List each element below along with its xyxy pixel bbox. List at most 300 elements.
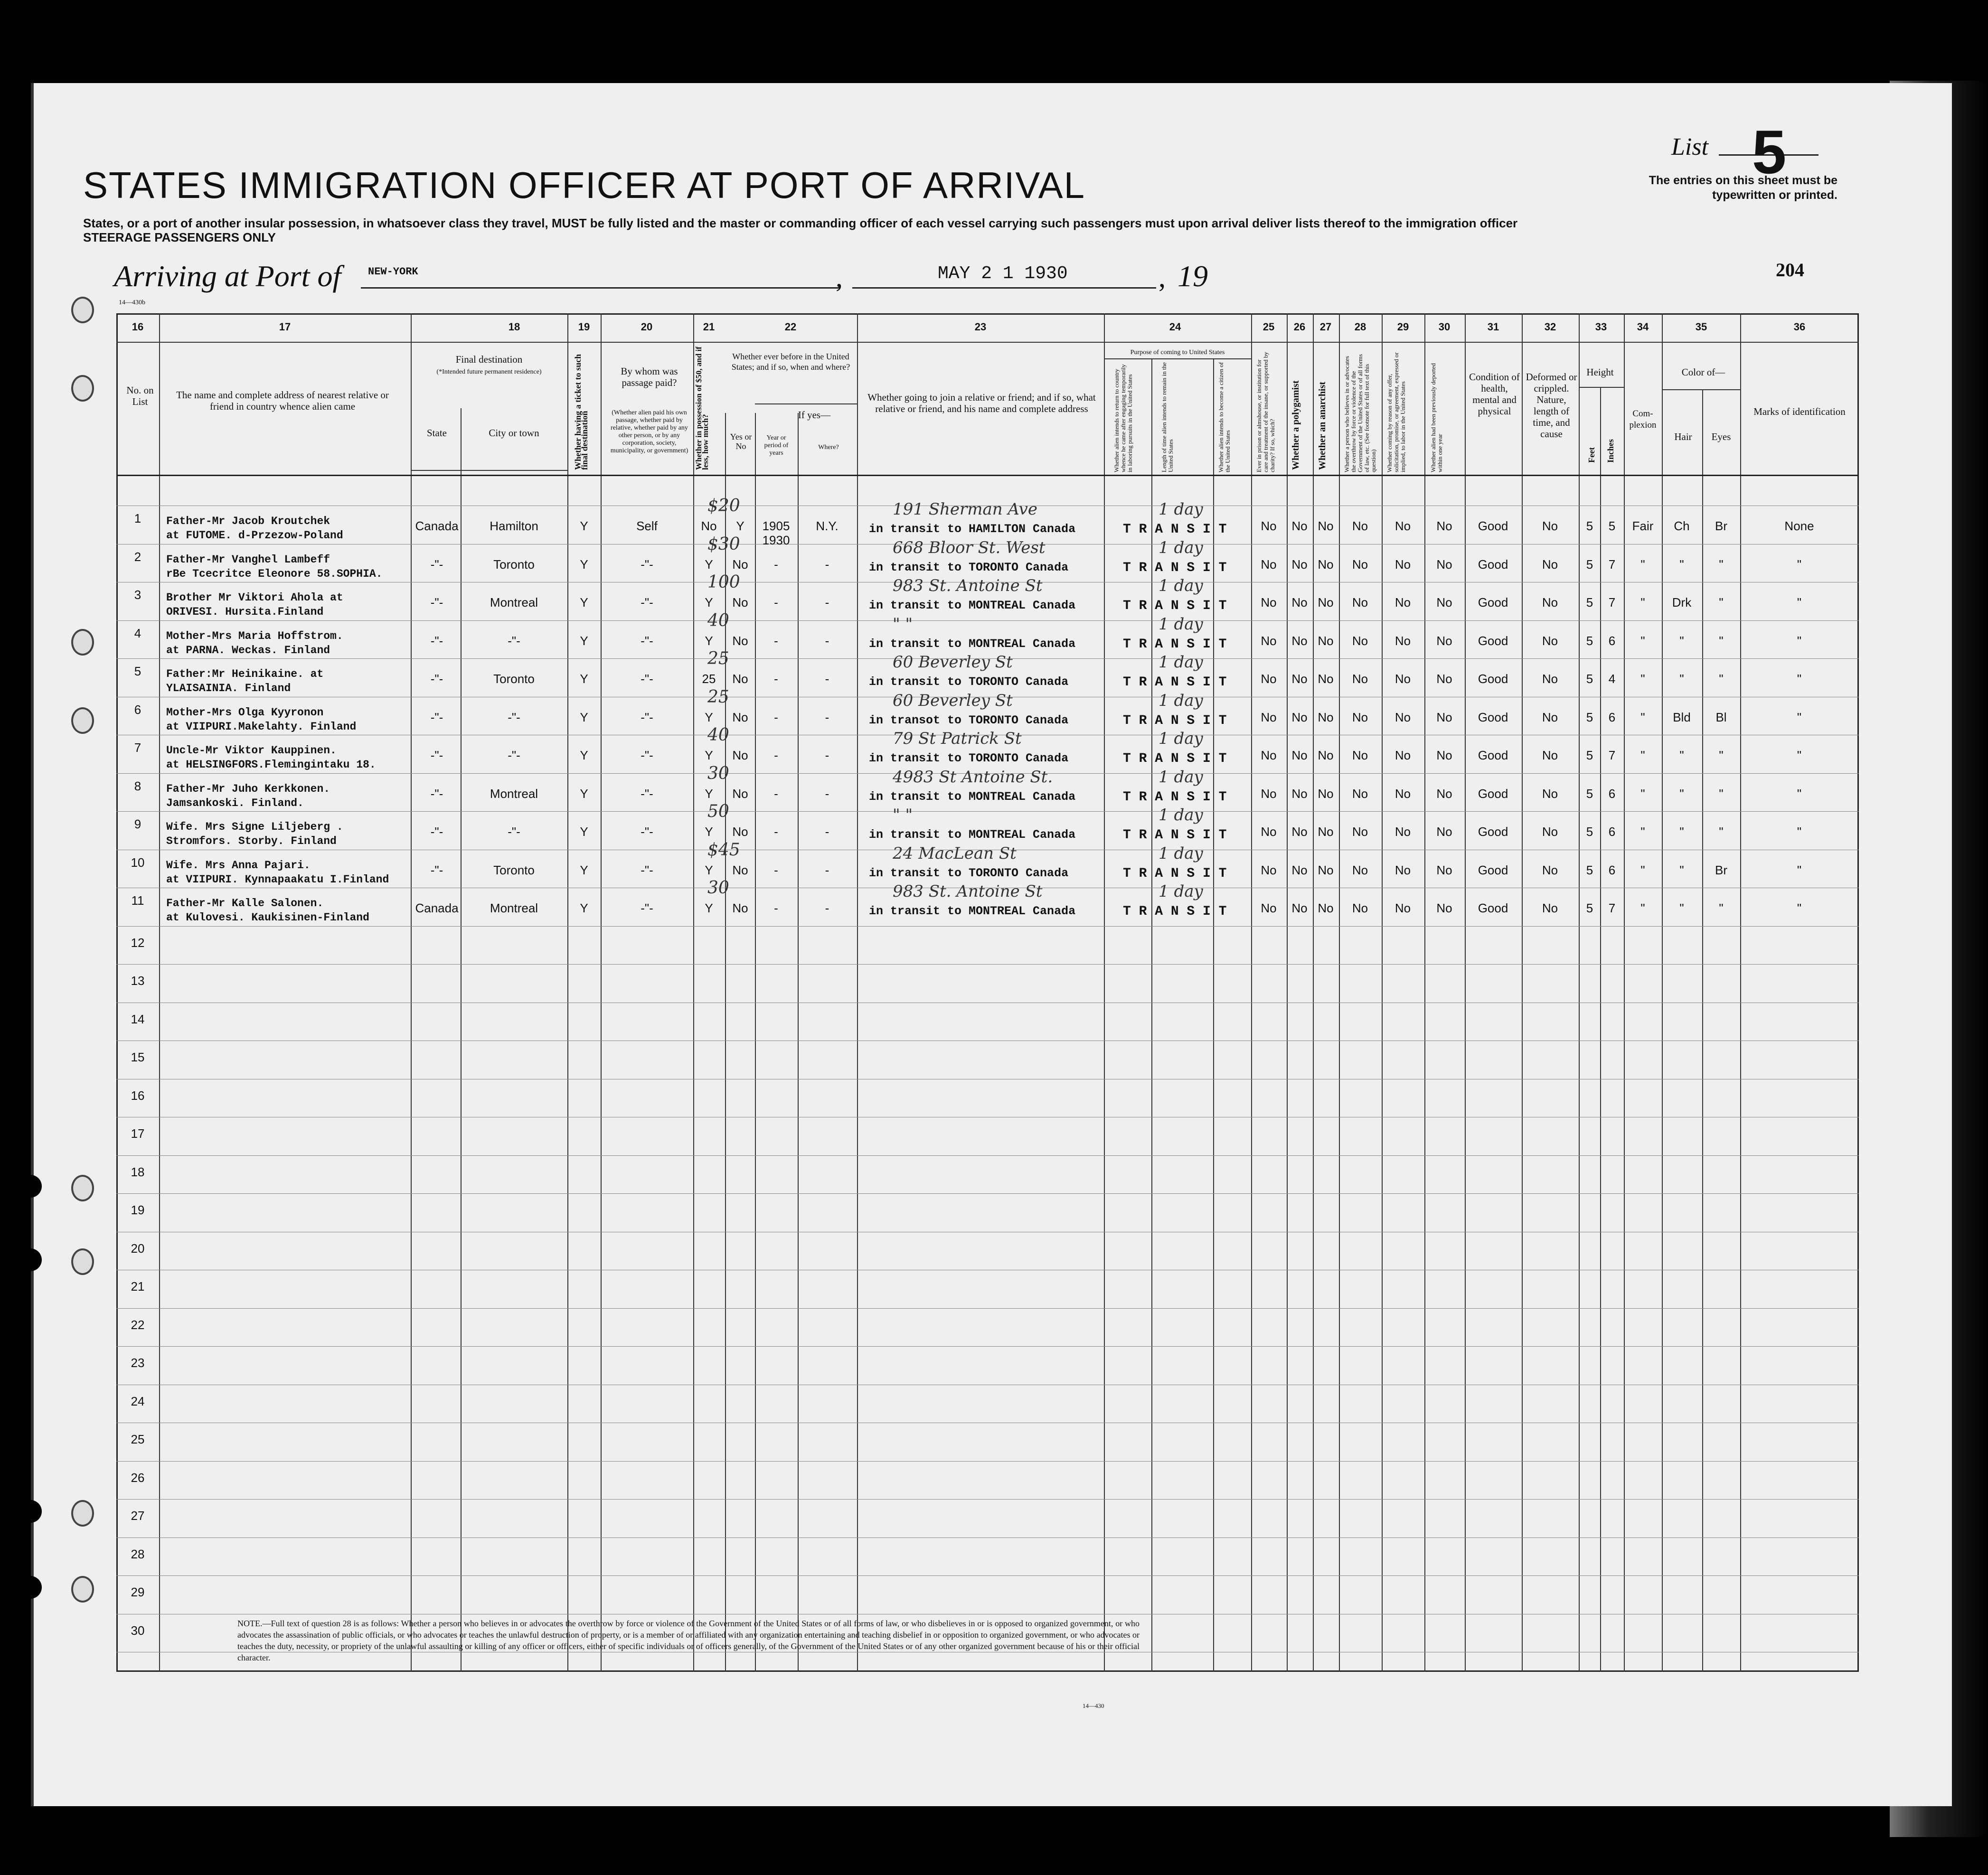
row-number: 19	[131, 1203, 145, 1217]
handwritten-time: 1 day	[1159, 806, 1203, 825]
col-header-complexion: Com-plexion	[1629, 409, 1657, 430]
cell-q26: No	[1291, 557, 1308, 572]
cell-inches: 7	[1608, 557, 1616, 572]
header-subtitle-steerage: STEERAGE PASSENGERS ONLY	[83, 230, 276, 244]
row-divider	[116, 811, 1859, 812]
col-header-q29: Whether coming by reason of any offer, solicitation, promise, or agreement, expressed or implied, to labor in the United States	[1386, 352, 1406, 472]
cell-money: Y	[705, 901, 713, 915]
comma: ,	[836, 262, 843, 293]
col-header-deformed: Deformed or crippled. Nature, length of time, and cause	[1526, 371, 1577, 440]
col-header-yes-no: Yes or No	[730, 432, 752, 451]
cell-city: Montreal	[490, 901, 538, 915]
column-divider	[1287, 313, 1288, 1672]
handwritten-time: 1 day	[1159, 538, 1203, 557]
col-header-purpose-length: Length of time alien intends to remain in the United States	[1160, 362, 1174, 472]
cell-paid: -"-	[641, 634, 653, 648]
cell-hair: "	[1679, 901, 1684, 915]
handwritten-time: 1 day	[1159, 691, 1203, 710]
cell-q30: No	[1436, 595, 1452, 609]
col-header-q30: Whether alien had been previously deported within one year	[1430, 363, 1443, 472]
cell-q28: No	[1352, 672, 1368, 686]
column-divider	[1424, 313, 1425, 1672]
punch-hole	[19, 1248, 42, 1271]
row-number: 10	[131, 855, 145, 870]
cell-where: -	[825, 787, 829, 801]
col-header-anarchist: Whether an anarchist	[1317, 382, 1328, 470]
cell-deformed: No	[1542, 748, 1558, 762]
cell-years: -	[774, 787, 778, 801]
relative-address: rBe Tcecritce Eleonore 58.SOPHIA.	[166, 568, 383, 580]
relative-name: Uncle-Mr Viktor Kauppinen.	[166, 744, 337, 757]
col-header-relative: The name and complete address of nearest relative or friend in country whence alien came	[176, 389, 389, 412]
cell-q28: No	[1352, 634, 1368, 648]
cell-city: -"-	[508, 710, 520, 724]
column-number: 26	[1293, 321, 1306, 333]
cell-feet: 5	[1586, 519, 1593, 533]
row-number: 3	[134, 588, 141, 602]
cell-marks: "	[1797, 634, 1802, 648]
binding-ring	[71, 707, 94, 734]
column-number: 21	[703, 321, 715, 333]
row-divider	[116, 1346, 1859, 1347]
relative-name: Brother Mr Viktori Ahola at	[166, 591, 343, 604]
cell-money: No	[701, 519, 717, 533]
relative-name: Mother-Mrs Olga Kyyronon	[166, 706, 324, 719]
cell-q27: No	[1318, 634, 1334, 648]
col-header-no-on-list: No. on List	[126, 384, 154, 407]
cell-q25: No	[1261, 863, 1277, 877]
cell-q27: No	[1318, 672, 1334, 686]
relative-name: Wife. Mrs Anna Pajari.	[166, 859, 311, 872]
cell-q27: No	[1318, 595, 1334, 609]
cell-ticket: Y	[580, 787, 588, 801]
col-header-if-yes: If yes—	[798, 409, 831, 421]
row-number: 6	[134, 703, 141, 717]
row-number: 9	[134, 817, 141, 831]
handwritten-money: $20	[707, 496, 740, 516]
arrival-date: MAY 2 1 1930	[938, 263, 1068, 284]
cell-q27: No	[1318, 863, 1334, 877]
cell-yn: No	[732, 672, 748, 686]
cell-complexion: "	[1640, 557, 1645, 572]
cell-ticket: Y	[580, 595, 588, 609]
cell-q25: No	[1261, 519, 1277, 533]
cell-q29: No	[1394, 787, 1411, 801]
cell-transit: T R A N S I T	[1123, 637, 1227, 652]
cell-money: Y	[705, 634, 713, 648]
cell-money: Y	[705, 557, 713, 572]
handwritten-money: $45	[707, 840, 740, 860]
cell-state: -"-	[430, 557, 443, 572]
cell-q28: No	[1352, 595, 1368, 609]
column-number: 27	[1319, 321, 1332, 333]
cell-q26: No	[1291, 595, 1308, 609]
cell-city: -"-	[508, 748, 520, 762]
column-divider	[857, 313, 858, 1672]
cell-q26: No	[1291, 863, 1308, 877]
relative-address: at VIIPURI. Kynnapaakatu I.Finland	[166, 873, 389, 886]
cell-city: -"-	[508, 825, 520, 839]
cell-deformed: No	[1542, 710, 1558, 724]
cell-q26: No	[1291, 519, 1308, 533]
cell-feet: 5	[1586, 748, 1593, 762]
row-number: 17	[131, 1126, 145, 1141]
cell-marks: "	[1797, 672, 1802, 686]
cell-eyes: "	[1719, 748, 1724, 762]
cell-eyes: Br	[1715, 519, 1727, 533]
row-number: 28	[131, 1547, 145, 1561]
cell-eyes: "	[1719, 634, 1724, 648]
relative-address: ORIVESI. Hursita.Finland	[166, 606, 324, 618]
cell-marks: "	[1797, 595, 1802, 609]
row-divider	[116, 1499, 1859, 1500]
cell-yn: No	[732, 863, 748, 877]
cell-deformed: No	[1542, 519, 1558, 533]
col-header-health: Condition of health, mental and physical	[1469, 371, 1520, 417]
handwritten-money: 30	[707, 764, 729, 783]
list-number: 5	[1752, 117, 1787, 187]
cell-ticket: Y	[580, 901, 588, 915]
col-header-year-period: Year or period of years	[764, 434, 789, 457]
cell-city: -"-	[508, 634, 520, 648]
cell-complexion: "	[1640, 901, 1645, 915]
cell-deformed: No	[1542, 672, 1558, 686]
arriving-label: Arriving at Port of	[114, 259, 341, 293]
cell-q29: No	[1394, 710, 1411, 724]
column-divider	[1600, 387, 1601, 1672]
cell-q29: No	[1394, 672, 1411, 686]
cell-feet: 5	[1586, 710, 1593, 724]
cell-join: in transit to MONTREAL Canada	[869, 637, 1076, 651]
cell-feet: 5	[1586, 787, 1593, 801]
cell-city: Toronto	[493, 557, 535, 572]
cell-years: -	[774, 901, 778, 915]
relative-name: Father-Mr Vanghel Lambeff	[166, 553, 330, 566]
row-divider	[116, 926, 1859, 927]
cell-hair: Ch	[1674, 519, 1690, 533]
cell-eyes: Bl	[1715, 710, 1727, 724]
cell-q26: No	[1291, 901, 1308, 915]
handwritten-time: 1 day	[1159, 844, 1203, 863]
cell-inches: 6	[1608, 710, 1616, 724]
handwritten-time: 1 day	[1159, 615, 1203, 634]
cell-deformed: No	[1542, 825, 1558, 839]
cell-q25: No	[1261, 595, 1277, 609]
cell-q27: No	[1318, 710, 1334, 724]
cell-city: Montreal	[490, 787, 538, 801]
handwritten-address: " "	[893, 615, 913, 634]
cell-paid: -"-	[641, 787, 653, 801]
column-number: 16	[132, 321, 144, 333]
cell-q29: No	[1394, 863, 1411, 877]
cell-q25: No	[1261, 825, 1277, 839]
column-divider	[1740, 313, 1741, 1672]
cell-health: Good	[1478, 787, 1508, 801]
row-number: 12	[131, 936, 145, 950]
cell-complexion: "	[1640, 595, 1645, 609]
cell-q25: No	[1261, 901, 1277, 915]
row-number: 23	[131, 1356, 145, 1370]
cell-where: -	[825, 710, 829, 724]
cell-health: Good	[1478, 748, 1508, 762]
cell-q29: No	[1394, 595, 1411, 609]
relative-name: Father-Mr Juho Kerkkonen.	[166, 783, 330, 795]
cell-inches: 7	[1608, 748, 1616, 762]
col-header-inches: Inches	[1606, 439, 1615, 463]
column-number: 36	[1793, 321, 1806, 333]
binding-ring	[71, 1576, 94, 1603]
col-header-money: Whether in possession of $50, and if less, how much?	[694, 347, 710, 470]
column-number: 24	[1169, 321, 1181, 333]
cell-transit: T R A N S I T	[1123, 790, 1227, 805]
cell-city: Toronto	[493, 672, 535, 686]
handwritten-money: 40	[707, 725, 729, 745]
cell-inches: 6	[1608, 825, 1616, 839]
col-header-purpose-return: Whether alien intends to return to country whence he came after engaging temporarily in laboring pursuits in the United States	[1113, 364, 1133, 472]
col-header-height: Height	[1586, 366, 1614, 378]
cell-inches: 5	[1608, 519, 1616, 533]
cell-q29: No	[1394, 901, 1411, 915]
comma: ,	[1159, 262, 1166, 293]
cell-q30: No	[1436, 710, 1452, 724]
cell-city: Toronto	[493, 863, 535, 877]
date-underline	[852, 287, 1156, 289]
row-number: 2	[134, 550, 141, 564]
cell-where: -	[825, 634, 829, 648]
row-number: 16	[131, 1088, 145, 1103]
header-divider	[116, 342, 1859, 343]
col-header-marks: Marks of identification	[1753, 406, 1846, 417]
cell-hair: Bld	[1673, 710, 1691, 724]
cell-deformed: No	[1542, 595, 1558, 609]
column-number: 22	[784, 321, 797, 333]
row-number: 25	[131, 1432, 145, 1446]
row-number: 27	[131, 1509, 145, 1523]
cell-deformed: No	[1542, 634, 1558, 648]
cell-feet: 5	[1586, 557, 1593, 572]
cell-where: -	[825, 557, 829, 572]
column-number: 31	[1487, 321, 1499, 333]
cell-inches: 6	[1608, 787, 1616, 801]
relative-address: at HELSINGFORS.Flemingintaku 18.	[166, 759, 376, 771]
cell-q25: No	[1261, 634, 1277, 648]
cell-complexion: "	[1640, 787, 1645, 801]
cell-ticket: Y	[580, 863, 588, 877]
handwritten-money: 25	[707, 687, 729, 707]
cell-years: -	[774, 748, 778, 762]
handwritten-time: 1 day	[1159, 653, 1203, 672]
relative-name: Wife. Mrs Signe Liljeberg .	[166, 821, 343, 833]
relative-address: at VIIPURI.Makelahty. Finland	[166, 721, 357, 733]
cell-where: -	[825, 748, 829, 762]
cell-transit: T R A N S I T	[1123, 751, 1227, 766]
cell-marks: "	[1797, 710, 1802, 724]
cell-ticket: Y	[580, 634, 588, 648]
cell-transit: T R A N S I T	[1123, 675, 1227, 690]
relative-name: Father-Mr Jacob Kroutchek	[166, 515, 330, 527]
binding-ring	[71, 1500, 94, 1527]
column-divider	[1339, 313, 1340, 1672]
cell-eyes: "	[1719, 595, 1724, 609]
column-divider	[1104, 313, 1105, 1672]
col-header-q28: Whether a person who believes in or advocates the overthrow by force or violence of the Government of the United States or of all forms of law, etc. (See footnote for full text of this question)	[1343, 354, 1377, 472]
page-title: STATES IMMIGRATION OFFICER AT PORT OF ARRIVAL	[83, 164, 1086, 206]
relative-name: Father:Mr Heinikaine. at	[166, 668, 324, 680]
cell-q25: No	[1261, 710, 1277, 724]
column-number: 30	[1438, 321, 1451, 333]
cell-q26: No	[1291, 825, 1308, 839]
cell-hair: "	[1679, 634, 1684, 648]
handwritten-address: 4983 St Antoine St.	[893, 768, 1053, 787]
col-header-purpose: Purpose of coming to United States	[1130, 349, 1225, 356]
cell-health: Good	[1478, 863, 1508, 877]
cell-transit: T R A N S I T	[1123, 561, 1227, 575]
row-number: 18	[131, 1165, 145, 1179]
cell-yn: No	[732, 710, 748, 724]
cell-q30: No	[1436, 825, 1452, 839]
col-header-state: State	[427, 427, 447, 439]
cell-inches: 4	[1608, 672, 1616, 686]
cell-paid: -"-	[641, 557, 653, 572]
col-header-passage-paid: By whom was passage paid?	[621, 366, 678, 388]
relative-address: at Kulovesi. Kaukisinen-Finland	[166, 911, 369, 924]
cell-q28: No	[1352, 557, 1368, 572]
cell-health: Good	[1478, 634, 1508, 648]
column-divider	[1579, 313, 1580, 1672]
cell-q28: No	[1352, 519, 1368, 533]
cell-q26: No	[1291, 672, 1308, 686]
cell-where: N.Y.	[816, 519, 839, 533]
cell-ticket: Y	[580, 710, 588, 724]
cell-years: -	[774, 672, 778, 686]
cell-yn: No	[732, 634, 748, 648]
cell-deformed: No	[1542, 787, 1558, 801]
row-divider	[116, 620, 1859, 621]
col-header-feet: Feet	[1587, 447, 1596, 463]
cell-paid: -"-	[641, 710, 653, 724]
cell-money: Y	[705, 595, 713, 609]
cell-complexion: "	[1640, 672, 1645, 686]
handwritten-time: 1 day	[1159, 768, 1203, 787]
cell-hair: "	[1679, 557, 1684, 572]
column-number: 18	[508, 321, 520, 333]
cell-feet: 5	[1586, 825, 1593, 839]
cell-q30: No	[1436, 748, 1452, 762]
cell-marks: "	[1797, 901, 1802, 915]
cell-inches: 7	[1608, 901, 1616, 915]
row-number: 14	[131, 1012, 145, 1026]
cell-paid: -"-	[641, 595, 653, 609]
row-number: 21	[131, 1279, 145, 1294]
cell-years: -	[774, 710, 778, 724]
cell-health: Good	[1478, 519, 1508, 533]
cell-q30: No	[1436, 787, 1452, 801]
cell-money: Y	[705, 710, 713, 724]
col-header-final-destination-note: (*Intended future permanent residence)	[436, 368, 542, 375]
column-number: 35	[1695, 321, 1707, 333]
column-divider	[1624, 313, 1625, 1672]
column-divider	[1465, 313, 1466, 1672]
cell-q28: No	[1352, 787, 1368, 801]
cell-q25: No	[1261, 672, 1277, 686]
cell-inches: 6	[1608, 863, 1616, 877]
column-divider	[411, 313, 412, 1672]
cell-money: 25	[702, 672, 716, 686]
cell-state: -"-	[430, 787, 443, 801]
cell-hair: Drk	[1672, 595, 1692, 609]
header-divider	[411, 470, 567, 471]
row-number: 5	[134, 664, 141, 678]
handwritten-money: 50	[707, 802, 729, 821]
cell-q27: No	[1318, 825, 1334, 839]
column-number: 23	[974, 321, 987, 333]
cell-eyes: "	[1719, 825, 1724, 839]
row-number: 20	[131, 1241, 145, 1256]
list-label: List	[1671, 133, 1709, 160]
row-divider	[116, 964, 1859, 965]
port-value: NEW-YORK	[368, 266, 418, 278]
row-number: 13	[131, 974, 145, 988]
cell-ticket: Y	[580, 672, 588, 686]
cell-money: Y	[705, 825, 713, 839]
cell-money: Y	[705, 787, 713, 801]
punch-hole	[19, 1576, 42, 1599]
handwritten-address: 79 St Patrick St	[893, 729, 1022, 748]
handwritten-time: 1 day	[1159, 500, 1203, 519]
cell-state: -"-	[430, 672, 443, 686]
cell-where: -	[825, 863, 829, 877]
cell-q25: No	[1261, 557, 1277, 572]
col-header-final-destination: Final destination	[455, 354, 523, 365]
cell-transit: T R A N S I T	[1123, 713, 1227, 728]
cell-paid: -"-	[641, 672, 653, 686]
handwritten-money: 40	[707, 611, 729, 630]
cell-join: in transit to MONTREAL Canada	[869, 599, 1076, 612]
cell-q30: No	[1436, 901, 1452, 915]
cell-where: -	[825, 672, 829, 686]
cell-yn: No	[732, 748, 748, 762]
handwritten-money: 25	[707, 649, 729, 668]
cell-state: Canada	[415, 519, 459, 533]
column-divider	[1151, 358, 1152, 1672]
cell-q28: No	[1352, 710, 1368, 724]
cell-complexion: "	[1640, 748, 1645, 762]
cell-inches: 7	[1608, 595, 1616, 609]
binding-ring	[71, 297, 94, 323]
column-divider	[1662, 313, 1663, 1672]
cell-q28: No	[1352, 863, 1368, 877]
cell-q27: No	[1318, 787, 1334, 801]
relative-name: Father-Mr Kalle Salonen.	[166, 897, 324, 909]
page-number: 204	[1776, 259, 1804, 281]
row-number: 29	[131, 1585, 145, 1599]
cell-q28: No	[1352, 825, 1368, 839]
cell-marks: "	[1797, 787, 1802, 801]
cell-state: -"-	[430, 595, 443, 609]
handwritten-address: 24 MacLean St	[893, 844, 1017, 863]
column-divider	[601, 313, 602, 1672]
cell-health: Good	[1478, 595, 1508, 609]
cell-eyes: "	[1719, 901, 1724, 915]
cell-transit: T R A N S I T	[1123, 522, 1227, 537]
cell-health: Good	[1478, 557, 1508, 572]
column-divider	[1213, 358, 1214, 1672]
cell-hair: "	[1679, 748, 1684, 762]
cell-transit: T R A N S I T	[1123, 599, 1227, 613]
cell-hair: "	[1679, 787, 1684, 801]
cell-state: -"-	[430, 748, 443, 762]
cell-feet: 5	[1586, 595, 1593, 609]
